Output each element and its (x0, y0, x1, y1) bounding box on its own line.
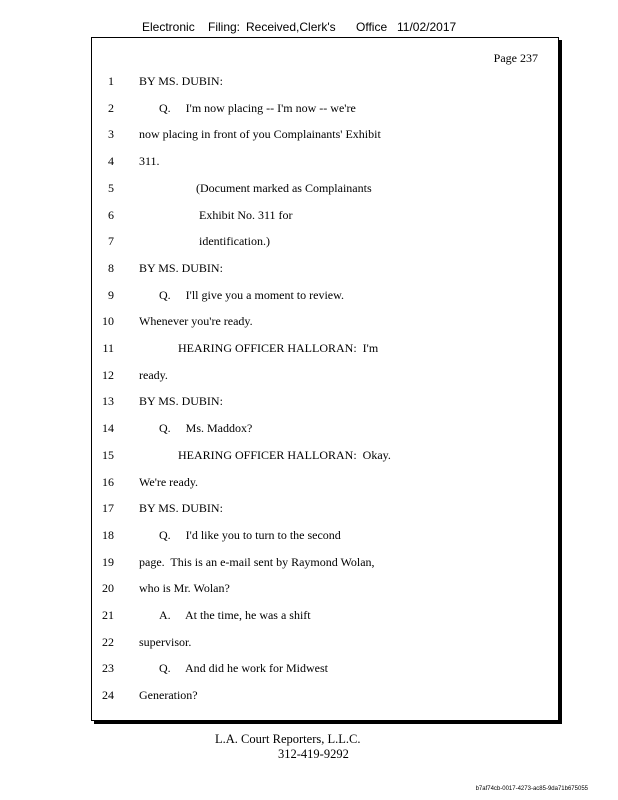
line-number: 11 (102, 341, 114, 355)
line-text: Q. And did he work for Midwest (159, 661, 328, 676)
transcript-line (92, 608, 558, 628)
transcript-line (92, 475, 558, 495)
transcript-line (92, 368, 558, 388)
transcript-line (92, 394, 558, 414)
transcript-line (92, 181, 558, 201)
transcript-line (92, 421, 558, 441)
line-text: page. This is an e-mail sent by Raymond Wolan, (139, 554, 375, 569)
reporter-company: L.A. Court Reporters, L.L.C. (215, 732, 361, 746)
line-text: BY MS. DUBIN: (139, 394, 223, 409)
line-number: 20 (102, 581, 114, 596)
transcript-line (92, 688, 558, 708)
line-number: 13 (102, 394, 114, 409)
line-number: 16 (102, 474, 114, 489)
line-text: (Document marked as Complainants (196, 180, 372, 195)
filing-header-received: Received,Clerk's (246, 20, 336, 34)
line-number: 12 (102, 367, 114, 382)
line-number: 3 (108, 127, 114, 142)
line-text: who is Mr. Wolan? (139, 581, 230, 596)
line-text: Q. I'd like you to turn to the second (159, 527, 341, 542)
line-text: HEARING OFFICER HALLORAN: Okay. (178, 447, 391, 462)
transcript-line (92, 74, 558, 94)
filing-header-office: Office (356, 20, 388, 34)
transcript-line (92, 528, 558, 548)
line-number: 17 (102, 501, 114, 516)
transcript-line (92, 154, 558, 174)
filing-header-date: 11/02/2017 (397, 20, 457, 34)
line-text: ready. (139, 367, 168, 382)
transcript-line (92, 127, 558, 147)
transcript-line (92, 635, 558, 655)
line-text: BY MS. DUBIN: (139, 74, 223, 88)
filing-header (0, 20, 618, 38)
transcript-line (92, 341, 558, 361)
line-text: 311. (139, 154, 160, 169)
transcript-line (92, 288, 558, 308)
transcript-page (91, 37, 559, 721)
transcript-line (92, 661, 558, 681)
line-number: 9 (108, 287, 114, 302)
line-text: supervisor. (139, 634, 192, 649)
line-number: 7 (108, 234, 114, 249)
filing-header-electronic: Electronic (142, 20, 195, 34)
line-number: 6 (108, 207, 114, 222)
line-number: 19 (102, 554, 114, 569)
line-number: 15 (102, 447, 114, 462)
line-text: Q. Ms. Maddox? (159, 421, 253, 436)
transcript-line (92, 501, 558, 521)
line-text: Exhibit No. 311 for (196, 207, 293, 222)
line-text: identification.) (196, 234, 270, 249)
reporter-phone: 312-419-9292 (278, 747, 349, 761)
line-number: 10 (102, 314, 114, 329)
transcript-line (92, 581, 558, 601)
line-number: 23 (102, 661, 114, 676)
line-text: A. At the time, he was a shift (159, 608, 311, 622)
transcript-line (92, 555, 558, 575)
line-number: 24 (102, 688, 114, 703)
line-text: We're ready. (139, 474, 199, 489)
filing-header-filing: Filing: (208, 20, 241, 34)
line-text: HEARING OFFICER HALLORAN: I'm (178, 341, 379, 355)
line-number: 18 (102, 527, 114, 542)
document-hash: b7af74cb-0017-4273-ac85-9da71b675055 (475, 786, 588, 792)
transcript-line (92, 448, 558, 468)
line-number: 4 (108, 154, 114, 169)
line-number: 8 (108, 260, 114, 275)
line-number: 1 (108, 74, 114, 88)
transcript-line (92, 208, 558, 228)
transcript-line (92, 261, 558, 281)
line-text: Q. I'm now placing -- I'm now -- we're (159, 100, 356, 115)
line-number: 5 (108, 180, 114, 195)
line-number: 2 (108, 100, 114, 115)
line-text: Generation? (139, 688, 198, 703)
line-text: BY MS. DUBIN: (139, 501, 223, 516)
transcript-line (92, 314, 558, 334)
transcript-line (92, 234, 558, 254)
line-number: 21 (102, 608, 114, 622)
page-number: Page 237 (493, 51, 538, 65)
line-text: BY MS. DUBIN: (139, 260, 223, 275)
transcript-line (92, 101, 558, 121)
line-number: 14 (102, 421, 114, 436)
line-text: now placing in front of you Complainants' Exhibit (139, 127, 381, 142)
line-text: Whenever you're ready. (139, 314, 253, 329)
line-text: Q. I'll give you a moment to review. (159, 287, 345, 302)
line-number: 22 (102, 634, 114, 649)
